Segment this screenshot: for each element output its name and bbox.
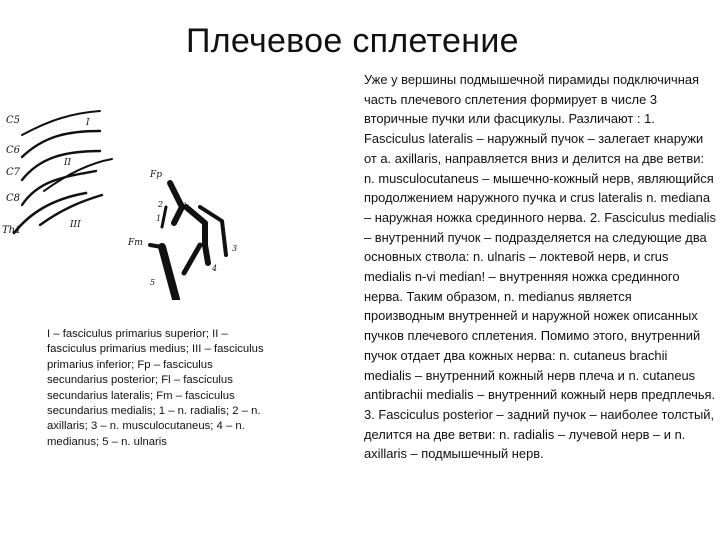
brachial-plexus-diagram <box>0 95 270 300</box>
slide-title: Плечевое сплетение <box>186 22 519 60</box>
nerve-branch-2 <box>162 207 166 227</box>
nerve-ulnar <box>162 247 176 299</box>
nerve-branch-1 <box>184 245 200 273</box>
label-th1: Th1 <box>2 225 22 236</box>
label-c8: C8 <box>6 193 21 204</box>
label-nerve-5: 5 <box>150 278 156 287</box>
label-c6: C6 <box>6 145 21 156</box>
label-cord-fm: Fm <box>128 238 143 248</box>
label-nerve-2: 2 <box>158 200 164 209</box>
label-c7: C7 <box>6 167 21 178</box>
plexus-curve-c6 <box>22 131 100 157</box>
label-nerve-4: 4 <box>212 264 218 273</box>
label-cord-fl: Fl <box>178 202 187 211</box>
nerve-median <box>205 245 208 263</box>
label-cord-fp: Fp <box>150 170 163 180</box>
body-text: Уже у вершины подмышечной пирамиды подключичная часть плечевого сплетения формирует в числе 3 вторичные пучки или фасцикулы. Различают : 1. Fasciculus lateralis – наружный пучок – залегает кнаружи от a. axillaris, направляется вниз и делится на две ветви: n. musculocutaneus – мышечно-кожный нерв, являющийся продолжением наружного пучка и crus lateralis n. mediana – наружная ножка срединного нерва. 2. Fasciculus medialis – внутренний пучок – подразделяется на следующие два основных ствола: n. ulnaris – локтевой нерв, и crus medialis n-vi median! – внутренняя ножка срединного нерва. Таким образом, n. medianus является производным внутренней и наружной ножек описанных пучков плечевого сплетения. Помимо этого, внутренний пучок отдает два кожных нерва: n. cutaneus brachii medialis – внутренний кожный нерв плеча и n. cutaneus antibrachii medialis – внутренний кожный нерв предплечья. 3. Fasciculus posterior – задний пучок – наиболее толстый, делится на две ветви: n. radialis – лучевой нерв – и n. axillaris – подмышечный нерв. <box>364 72 716 462</box>
figure-caption: I – fasciculus primarius superior; II – fasciculus primarius medius; III – fasciculus primarius inferior; Fp – fasciculus secundarius posterior; Fl – fasciculus secundarius lateralis; Fm – fasciculus secundarius medialis; 1 – n. radialis; 2 – n. axillaris; 3 – n. musculocutaneus; 4 – n. medianus; 5 – n. ulnaris <box>47 328 264 448</box>
cord-medial <box>150 245 162 247</box>
label-trunk-ii: II <box>64 158 72 168</box>
label-nerve-3: 3 <box>232 244 238 253</box>
label-trunk-iii: III <box>70 220 81 230</box>
label-nerve-1: 1 <box>156 214 162 223</box>
label-c5: C5 <box>6 115 21 126</box>
label-trunk-i: I <box>86 118 90 128</box>
cord-main-trunk <box>186 207 205 245</box>
